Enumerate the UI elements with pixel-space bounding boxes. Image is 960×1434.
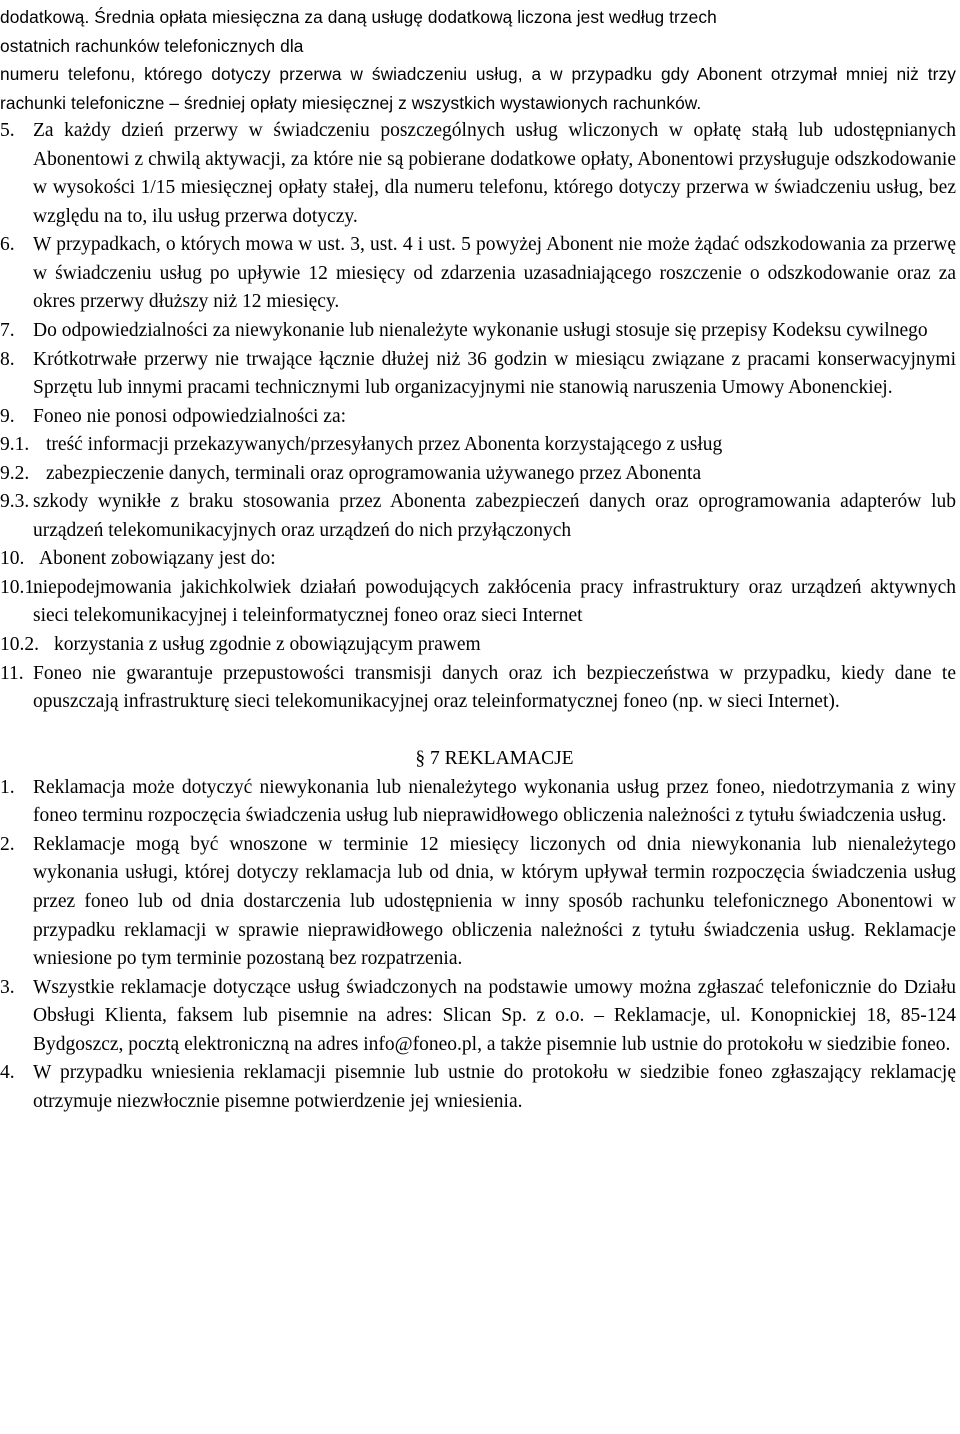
- continuation-line-2: ostatnich rachunków telefonicznych dla: [0, 35, 304, 56]
- item-number: 8.: [0, 348, 15, 370]
- item-text: Foneo nie gwarantuje przepustowości transmisji danych oraz ich bezpieczeństwa w przypadku, kiedy dane te opuszczają infrastrukturę sieci telekomunikacyjnej oraz teleinformatycznej foneo (np. w sieci Internet).: [33, 662, 956, 713]
- item-number: 3.: [0, 976, 15, 998]
- section6-item-9-3: [0, 488, 956, 545]
- section7-heading: § 7 REKLAMACJE: [415, 748, 574, 770]
- section6-item-10-2: [0, 631, 956, 660]
- section6-item-7: [0, 317, 956, 346]
- section7-item-2: [0, 831, 956, 974]
- item-text: zabezpieczenie danych, terminali oraz oprogramowania używanego przez Abonenta: [46, 462, 702, 484]
- item-text: Reklamacje mogą być wnoszone w terminie 12 miesięcy liczonych od dnia niewykonania lub nienależytego wykonania usługi, której dotyczy reklamacja lub od dnia, w którym upływał termin rozpoczęcia świadczenia usług przez foneo lub od dnia dostarczenia lub udostępnienia w inny sposób rachunku telefonicznego Abonentowi w przypadku reklamacji w sprawie nieprawidłowego obliczenia należności z tytułu świadczenia usług. Reklamacje wniesione po tym terminie pozostaną bez rozpatrzenia.: [33, 833, 956, 970]
- item-number: 5.: [0, 120, 15, 142]
- item-number: 10.: [0, 548, 25, 570]
- section6-item-10-1: [0, 574, 956, 631]
- item-number: 4.: [0, 1062, 15, 1084]
- item-text: Wszystkie reklamacje dotyczące usług świadczonych na podstawie umowy można zgłaszać telefonicznie do Działu Obsługi Klienta, faksem lub pisemnie na adres: Slican Sp. z o.o. – Reklamacje, ul. Konopnickiej 18, 85-124 Bydgoszcz, pocztą elektroniczną na adres info@foneo.pl, a także pisemnie lub ustnie do protokołu w siedzibie foneo.: [33, 976, 956, 1055]
- item-number: 9.: [0, 405, 15, 427]
- item-text: szkody wynikłe z braku stosowania przez Abonenta zabezpieczeń danych oraz oprogramowania adapterów lub urządzeń telekomunikacyjnych oraz urządzeń do nich przyłączonych: [33, 491, 956, 541]
- item-text: niepodejmowania jakichkolwiek działań powodujących zakłócenia pracy infrastruktury oraz urządzeń aktywnych sieci telekomunikacyjnej i teleinformatycznej foneo oraz sieci Internet: [33, 576, 956, 627]
- item-text: Do odpowiedzialności za niewykonanie lub nienależyte wykonanie usługi stosuje się przepisy Kodeksu cywilnego: [33, 320, 928, 342]
- item-number: 9.3.: [0, 491, 30, 513]
- item-number: 10.2.: [0, 634, 39, 656]
- section6-item-5: [0, 117, 956, 231]
- item-text: korzystania z usług zgodnie z obowiązującym prawem: [54, 634, 481, 656]
- section6-item-11: [0, 660, 956, 717]
- continuation-block: [0, 3, 956, 117]
- section6-item-9: [0, 403, 956, 432]
- item-text: treść informacji przekazywanych/przesyłanych przez Abonenta korzystającego z usług: [46, 434, 723, 456]
- item-number: 1.: [0, 776, 15, 798]
- section6-item-8: [0, 346, 956, 403]
- item-text: W przypadku wniesienia reklamacji pisemnie lub ustnie do protokołu w siedzibie foneo zgłaszający reklamację otrzymuje niezwłocznie pisemne potwierdzenie jej wniesienia.: [33, 1062, 956, 1112]
- item-number: 11.: [0, 662, 24, 684]
- item-number: 9.1.: [0, 434, 30, 456]
- item-text: Foneo nie ponosi odpowiedzialności za:: [33, 405, 347, 427]
- item-number: 6.: [0, 234, 15, 256]
- section6-item-10: [0, 545, 956, 574]
- item-text: Za każdy dzień przerwy w świadczeniu poszczególnych usług wliczonych w opłatę stałą lub udostępnianych Abonentowi z chwilą aktywacji, za które nie są pobierane dodatkowe opłaty, Abonentowi przysługuje odszkodowanie w wysokości 1/15 miesięcznej opłaty stałej, dla numeru telefonu, którego dotyczy przerwa w świadczeniu usług, bez względu na to, ilu usług przerwa dotyczy.: [33, 120, 956, 227]
- item-text: Reklamacja może dotyczyć niewykonania lub nienależytego wykonania usług przez foneo, niedotrzymania z winy foneo terminu rozpoczęcia świadczenia usług lub nieprawidłowego obliczenia należności z tytułu świadczenia usług.: [33, 776, 956, 827]
- item-number: 2.: [0, 833, 15, 855]
- continuation-line-3: numeru telefonu, którego dotyczy przerwa w świadczeniu usług, a w przypadku gdy Abonent otrzymał mniej niż trzy rachunki telefoniczne – średniej opłaty miesięcznej z wszystkich wystawionych rachunków.: [0, 64, 956, 113]
- item-number: 7.: [0, 320, 15, 342]
- item-text: W przypadkach, o których mowa w ust. 3, ust. 4 i ust. 5 powyżej Abonent nie może żądać odszkodowania za przerwę w świadczeniu usług po upływie 12 miesięcy od zdarzenia uzasadniającego roszczenie o odszkodowanie oraz za okres przerwy dłuższy niż 12 miesięcy.: [33, 234, 956, 313]
- item-number: 10.1.: [0, 576, 39, 598]
- continuation-line-1: dodatkową. Średnia opłata miesięczna za daną usługę dodatkową liczona jest według trzech: [0, 7, 717, 27]
- section6-item-6: [0, 231, 956, 317]
- section6-item-9-2: [0, 460, 956, 489]
- section7-item-3: [0, 974, 956, 1060]
- item-text: Krótkotrwałe przerwy nie trwające łącznie dłużej niż 36 godzin w miesiącu związane z pracami konserwacyjnymi Sprzętu lub innymi pracami technicznymi lub organizacyjnymi nie stanowią naruszenia Umowy Abonenckiej.: [33, 348, 956, 399]
- item-number: 9.2.: [0, 462, 30, 484]
- item-text: Abonent zobowiązany jest do:: [39, 548, 276, 570]
- section7-item-4: [0, 1059, 956, 1116]
- section7-item-1: [0, 774, 956, 831]
- section6-item-9-1: [0, 431, 956, 460]
